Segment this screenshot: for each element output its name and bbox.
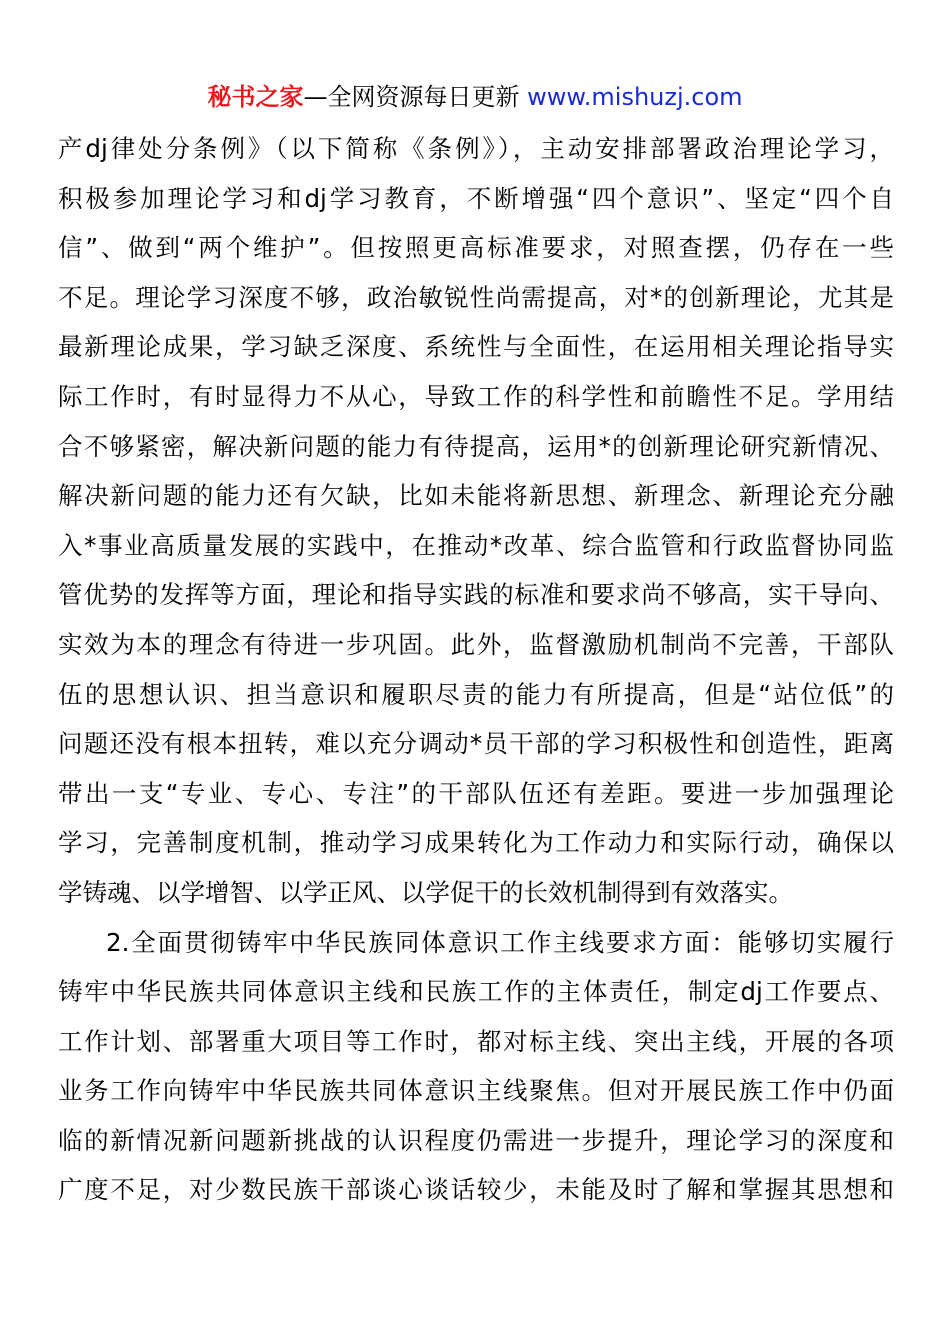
document-body (58, 124, 894, 1215)
paragraph-first-line: 2.全面贯彻铸牢中华民族同体意识工作主线要求方面：能够切实履行 (106, 927, 894, 957)
text-line: 信”、做到“两个维护”。但按照更高标准要求，对照查摆，仍存在一些 (58, 233, 894, 263)
text-line: 铸牢中华民族共同体意识主线和民族工作的主体责任，制定dj工作要点、 (58, 977, 894, 1007)
text-line: 带出一支“专业、专心、专注”的干部队伍还有差距。要进一步加强理论 (58, 778, 894, 808)
text-line: 工作计划、部署重大项目等工作时，都对标主线、突出主线，开展的各项 (58, 1026, 894, 1056)
text-line: 入*事业高质量发展的实践中，在推动*改革、综合监管和行政监督协同监 (58, 530, 894, 560)
text-line: 临的新情况新问题新挑战的认识程度仍需进一步提升，理论学习的深度和 (58, 1125, 894, 1155)
text-line: 产dj律处分条例》（以下简称《条例》），主动安排部署政治理论学习， (58, 134, 894, 163)
text-line: 合不够紧密，解决新问题的能力有待提高，运用*的创新理论研究新情况、 (58, 431, 894, 461)
site-header (0, 80, 950, 114)
text-line: 业务工作向铸牢中华民族共同体意识主线聚焦。但对开展民族工作中仍面 (58, 1076, 894, 1106)
text-line: 学铸魂、以学增智、以学正风、以学促干的长效机制得到有效落实。 (58, 877, 793, 907)
text-line: 实效为本的理念有待进一步巩固。此外，监督激励机制尚不完善，干部队 (58, 629, 894, 659)
text-line: 际工作时，有时显得力不从心，导致工作的科学性和前瞻性不足。学用结 (58, 381, 894, 411)
text-line: 积极参加理论学习和dj学习教育，不断增强“四个意识”、坚定“四个自 (58, 183, 894, 213)
text-line: 问题还没有根本扭转，难以充分调动*员干部的学习积极性和创造性，距离 (58, 729, 894, 759)
site-brand: 秘书之家 (207, 83, 304, 111)
text-line: 最新理论成果，学习缺乏深度、系统性与全面性，在运用相关理论指导实 (58, 332, 894, 362)
text-line: 伍的思想认识、担当意识和履职尽责的能力有所提高，但是“站位低”的 (58, 679, 894, 709)
text-line: 解决新问题的能力还有欠缺，比如未能将新思想、新理念、新理论充分融 (58, 481, 894, 511)
text-line: 广度不足，对少数民族干部谈心谈话较少，未能及时了解和掌握其思想和 (58, 1175, 894, 1205)
text-line: 管优势的发挥等方面，理论和指导实践的标准和要求尚不够高，实干导向、 (58, 580, 894, 610)
text-line: 学习，完善制度机制，推动学习成果转化为工作动力和实际行动，确保以 (58, 828, 894, 858)
text-line: 不足。理论学习深度不够，政治敏锐性尚需提高，对*的创新理论，尤其是 (58, 282, 894, 312)
site-url-link[interactable]: www.mishuzj.com (527, 83, 743, 111)
site-slogan: —全网资源每日更新 (303, 83, 528, 111)
